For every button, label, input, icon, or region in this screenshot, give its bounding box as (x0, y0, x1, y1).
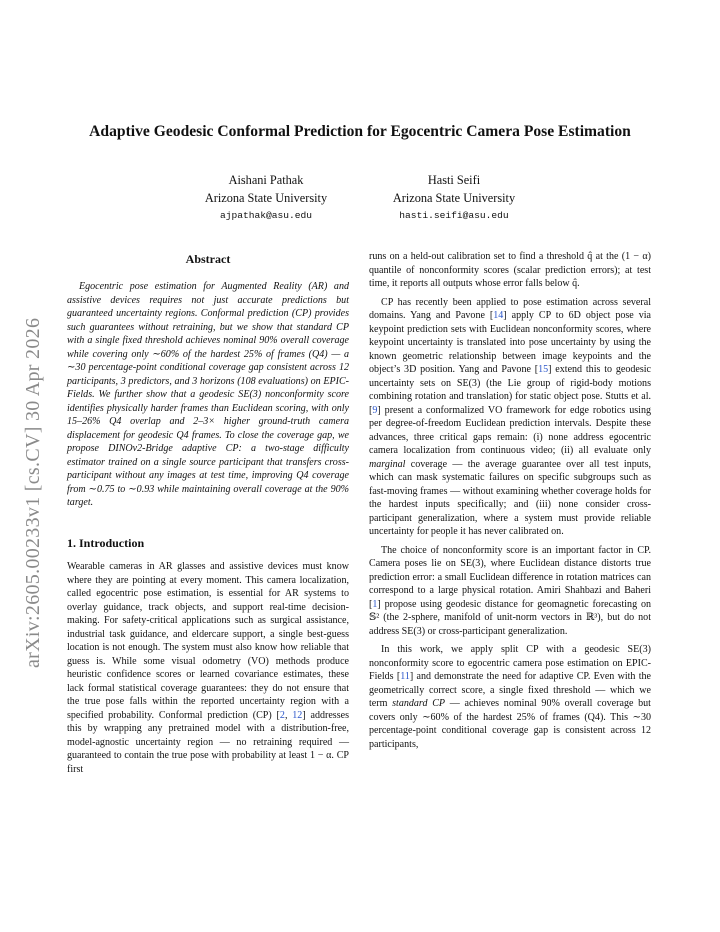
text-run: The choice of nonconformity score is an important factor in CP. Camera poses lie on SE(3), where Euclidean distance distorts true prediction error: a small Euclidean difference in rotation matrices can correspond to a large physical rotation. Amiri Shahbazi and Baheri [ (369, 544, 651, 610)
arxiv-watermark (22, 250, 46, 670)
citation-link[interactable]: 14 (493, 310, 504, 321)
right-column (369, 250, 651, 756)
text-run: ] addresses this by wrapping any pretrained model with a distribution-free, model-agnostic uncertainty region — no retraining required — guaranteed to contain the true pose with probability at least 1 − α. CP first (67, 709, 349, 775)
text-run: — achieves nominal 90% overall coverage but covers only ∼60% of the hardest 25% of frames (Q4). This ∼30 percentage-point conditional coverage gap is consistent across 12 participants, (369, 698, 651, 750)
author-email[interactable]: hasti.seifi@asu.edu (399, 210, 509, 221)
text-run: coverage — the average guarantee over all test inputs, which can mask systematic failures on specific subgroups such as fast-moving frames — without examining whether coverage holds for the hardest inputs specifically; and (iii) none consider cross-participant generalization, where a system must provide reliable uncertainty for people it has never calibrated on. (369, 458, 651, 537)
text-run: , (284, 709, 293, 721)
nonconformity-paragraph (369, 544, 651, 639)
abstract-heading: Abstract (185, 252, 231, 266)
text-run: Wearable cameras in AR glasses and assistive devices must know where they are pointing at every moment. This camera localization, called egocentric pose estimation, is essential for AR systems to overlay guidance, track objects, and support real-time decision-making. For safety-critical applications such as surgical assistance, industrial task guidance, and eldercare support, a single best-guess location is not enough. The system must also know how reliable that guess is. While some visual odometry (VO) methods produce heuristic confidence scores or learned covariance estimates, these lack formal statistical coverage guarantees: they do not ensure that the true pose falls within the reported uncertainty region with a specified probability. Conformal prediction (CP) [ (67, 561, 349, 721)
contribution-paragraph (369, 643, 651, 751)
emphasis: marginal (369, 458, 406, 470)
author-block-2 (364, 171, 544, 225)
citation-link[interactable]: 11 (400, 671, 410, 682)
author-block-1 (176, 171, 356, 225)
abstract-text: Egocentric pose estimation for Augmented Reality (AR) and assistive devices requires not just accurate predictions but guaranteed uncertainty regions. Conformal prediction (CP) provides such guarantees without retraining, but we show that standard CP with a single fixed threshold achieves nominal 90% overall coverage while covering only ∼60% of the hardest 25% of frames (Q4) — a ∼30 percentage-point conditional coverage gap consistent across 12 participants, 3 predictors, and 3 horizons (108 evaluations) on EPIC-Fields. We further show that a geodesic SE(3) nonconformity score identifies physically harder frames than Euclidean scoring, with only 15–26% Q4 overlap and 2–3× higher ground-truth camera displacement for geodesic Q4 frames. To close the coverage gap, we propose DINOv2-Bridge adaptive CP: a two-stage difficulty estimator trained on a single source participant that transfers cross-participant without any images at test time, improving Q4 coverage from ∼0.75 to ∼0.93 while maintaining overall coverage at the 90% target. (67, 281, 349, 508)
intro-paragraph-1 (67, 560, 349, 776)
paper-title: Adaptive Geodesic Conformal Prediction for Egocentric Camera Pose Estimation (89, 123, 631, 140)
author-affiliation: Arizona State University (204, 191, 328, 205)
text-run: ] propose using geodesic distance for geomagnetic forecasting on 𝕊² (the 2-sphere, manifold of unit-norm vectors in ℝ³), but do not address SE(3) or cross-participant generalization. (369, 598, 651, 637)
citation-link[interactable]: 15 (538, 364, 549, 375)
text-run: ] present a conformalized VO framework for edge robotics using per degree-of-freedom Euclidean prediction intervals. Despite these advances, three critical gaps remain: (i) none address egocentric camera localization from continuous video; (ii) all evaluate only (369, 404, 651, 456)
text-run: CP has recently been applied to pose estimation across several domains. Yang and Pavone [ (369, 296, 651, 321)
author-affiliation: Arizona State University (392, 191, 516, 205)
citation-link[interactable]: 2 (279, 709, 285, 721)
related-work-paragraph (369, 296, 651, 539)
section-heading-introduction: 1. Introduction (67, 535, 145, 550)
text-run: ] and demonstrate the need for adaptive CP. Even with the geometrically correct score, a single fixed threshold — which we term (369, 671, 651, 709)
text-run: ] apply CP to 6D object pose via keypoint prediction sets with Euclidean nonconformity scores, where keypoint uncertainty is translated into pose uncertainty by using the known geometric relationship between image keypoints and the object’s 3D position. Yang and Pavone [ (369, 310, 651, 375)
text-run: In this work, we apply split CP with a geodesic SE(3) nonconformity score to egocentric camera pose estimation on EPIC-Fields [ (369, 644, 651, 682)
author-email[interactable]: ajpathak@asu.edu (219, 210, 313, 221)
citation-link[interactable]: 12 (292, 709, 303, 721)
emphasis: standard CP (392, 698, 446, 709)
text-run: ] extend this to geodesic uncertainty sets on SE(3) (the Lie group of rigid-body motions combining rotation and translation) for static object pose. Stutts et al. [ (369, 364, 651, 416)
paragraph-continued: runs on a held-out calibration set to find a threshold q̂ at the (1 − α) quantile of nonconformity scores (scalar prediction errors); at test time, it reports all outputs whose error falls below q̂. (369, 251, 651, 289)
arxiv-id: arXiv:2605.00233v1 [cs.CV] 30 Apr 2026 (22, 317, 44, 668)
left-column (67, 250, 349, 781)
author-name: Hasti Seifi (427, 173, 481, 187)
citation-link[interactable]: 9 (372, 404, 378, 416)
citation-link[interactable]: 1 (372, 598, 378, 610)
author-name: Aishani Pathak (228, 173, 304, 187)
